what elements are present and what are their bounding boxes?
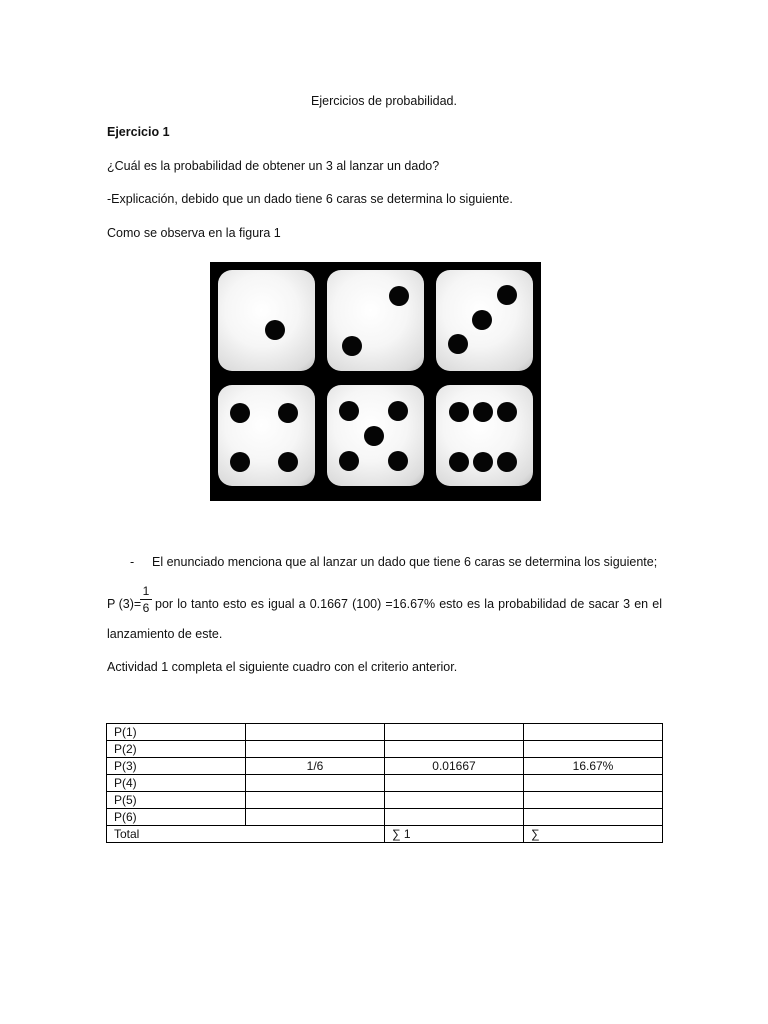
value-cell[interactable] [246,741,385,758]
pip [449,452,469,472]
die-face-5 [327,385,424,486]
total-row [107,826,663,843]
total-sum-cell[interactable]: ∑ [524,826,663,843]
total-label-cell: Total [107,826,385,843]
die-face-1 [218,270,315,371]
pip [473,402,493,422]
row-label-cell[interactable]: P(6) [107,809,246,826]
pip [448,334,468,354]
row-label-cell[interactable]: P(5) [107,792,246,809]
pip [230,403,250,423]
value-cell[interactable] [524,741,663,758]
fraction-bar [140,599,152,600]
value-cell[interactable] [385,792,524,809]
value-cell[interactable] [385,724,524,741]
value-cell[interactable] [385,741,524,758]
pip [449,402,469,422]
table-row [107,724,663,741]
pip [472,310,492,330]
pip [388,401,408,421]
pip [497,402,517,422]
explanation-text: -Explicación, debido que un dado tiene 6 caras se determina lo siguiente. [107,192,513,206]
die-face-3 [436,270,533,371]
value-cell[interactable]: 0.01667 [385,758,524,775]
row-label-cell[interactable]: P(2) [107,741,246,758]
total-sum-cell[interactable]: ∑ 1 [385,826,524,843]
formula-continuation: lanzamiento de este. [107,627,223,641]
die-face-6 [436,385,533,486]
bullet-dash: - [130,555,135,569]
dice-figure [210,262,541,501]
table-row [107,741,663,758]
document-title: Ejercicios de probabilidad. [311,94,457,108]
pip [339,401,359,421]
value-cell[interactable] [246,809,385,826]
pip [388,451,408,471]
die-face-2 [327,270,424,371]
pip [339,451,359,471]
row-label-cell[interactable]: P(3) [107,758,246,775]
value-cell[interactable] [385,775,524,792]
fraction [140,584,152,615]
pip [364,426,384,446]
pip [342,336,362,356]
pip [278,403,298,423]
fraction-denominator: 6 [142,601,150,615]
pip [230,452,250,472]
activity-text: Actividad 1 completa el siguiente cuadro con el criterio anterior. [107,660,458,674]
pip [265,320,285,340]
formula-text: por lo tanto esto es igual a 0.1667 (100) =16.67% esto es la probabilidad de sacar 3 en el [155,597,662,611]
pip [497,285,517,305]
row-label-cell[interactable]: P(4) [107,775,246,792]
observe-text: Como se observa en la figura 1 [107,226,281,240]
value-cell[interactable] [524,809,663,826]
table-row [107,792,663,809]
row-label-cell[interactable]: P(1) [107,724,246,741]
pip [497,452,517,472]
value-cell[interactable] [385,809,524,826]
question-text: ¿Cuál es la probabilidad de obtener un 3 al lanzar un dado? [107,159,440,173]
table-row [107,758,663,775]
value-cell[interactable]: 1/6 [246,758,385,775]
probability-table [106,723,663,843]
value-cell[interactable] [524,724,663,741]
value-cell[interactable] [246,724,385,741]
pip [473,452,493,472]
die-face-4 [218,385,315,486]
exercise-heading: Ejercicio 1 [107,125,170,139]
value-cell[interactable]: 16.67% [524,758,663,775]
value-cell[interactable] [524,792,663,809]
pip [278,452,298,472]
value-cell[interactable] [524,775,663,792]
value-cell[interactable] [246,775,385,792]
table-row [107,775,663,792]
table-row [107,809,663,826]
value-cell[interactable] [246,792,385,809]
pip [389,286,409,306]
formula-label: P (3)= [107,597,142,611]
bullet-text: El enunciado menciona que al lanzar un dado que tiene 6 caras se determina los siguiente; [152,555,658,569]
fraction-numerator: 1 [142,584,150,598]
